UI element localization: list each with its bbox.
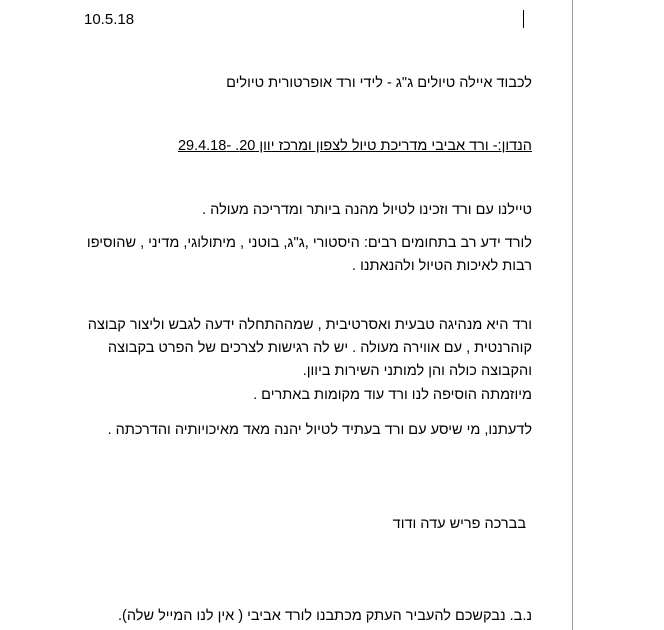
page-margin-line	[572, 0, 573, 630]
paragraph-2: לורד ידע רב בתחומים רבים: היסטורי ,ג"ג, בוטני , מיתולוגי, מדיני , שהוסיפו רבות לאיכות הטיול ולהנאתנו .	[86, 235, 532, 274]
paragraph-4: מיוזמתה הוסיפה לנו ורד עוד מקומות באתרים .	[253, 387, 532, 403]
letter-addressee: לכבוד איילה טיולים ג"ג - לידי ורד אופרטורית טיולים	[226, 75, 532, 91]
letter-postscript: נ.ב. נבקשכם להעביר העתק מכתבנו לורד אביבי ( אין לנו המייל שלה).	[118, 608, 532, 624]
letter-signature: בברכה פריש עדה ודוד	[392, 516, 526, 532]
paragraph-5: לדעתנו, מי שיסע עם ורד בעתיד לטיול יהנה מאד מאיכויותיה והדרכתה .	[107, 422, 532, 438]
letter-date: 10.5.18	[84, 11, 135, 28]
paragraph-1: טיילנו עם ורד וזכינו לטיול מהנה ביותר ומדריכה מעולה .	[202, 202, 532, 218]
paragraph-3: ורד היא מנהיגה טבעית ואסרטיבית , שמההתחלה ידעה לגבש וליצור קבוצה קוהרנטית , עם אווירה מעולה . יש לה רגישות לצרכים של הפרט בקבוצה והקבוצה כולה והן למותני השירות ביוון.	[87, 317, 532, 379]
letter-subject: הנדון:- ורד אביבי מדריכת טיול לצפון ומרכז יוון 20. -29.4.18	[177, 138, 532, 154]
text-cursor	[523, 10, 524, 28]
